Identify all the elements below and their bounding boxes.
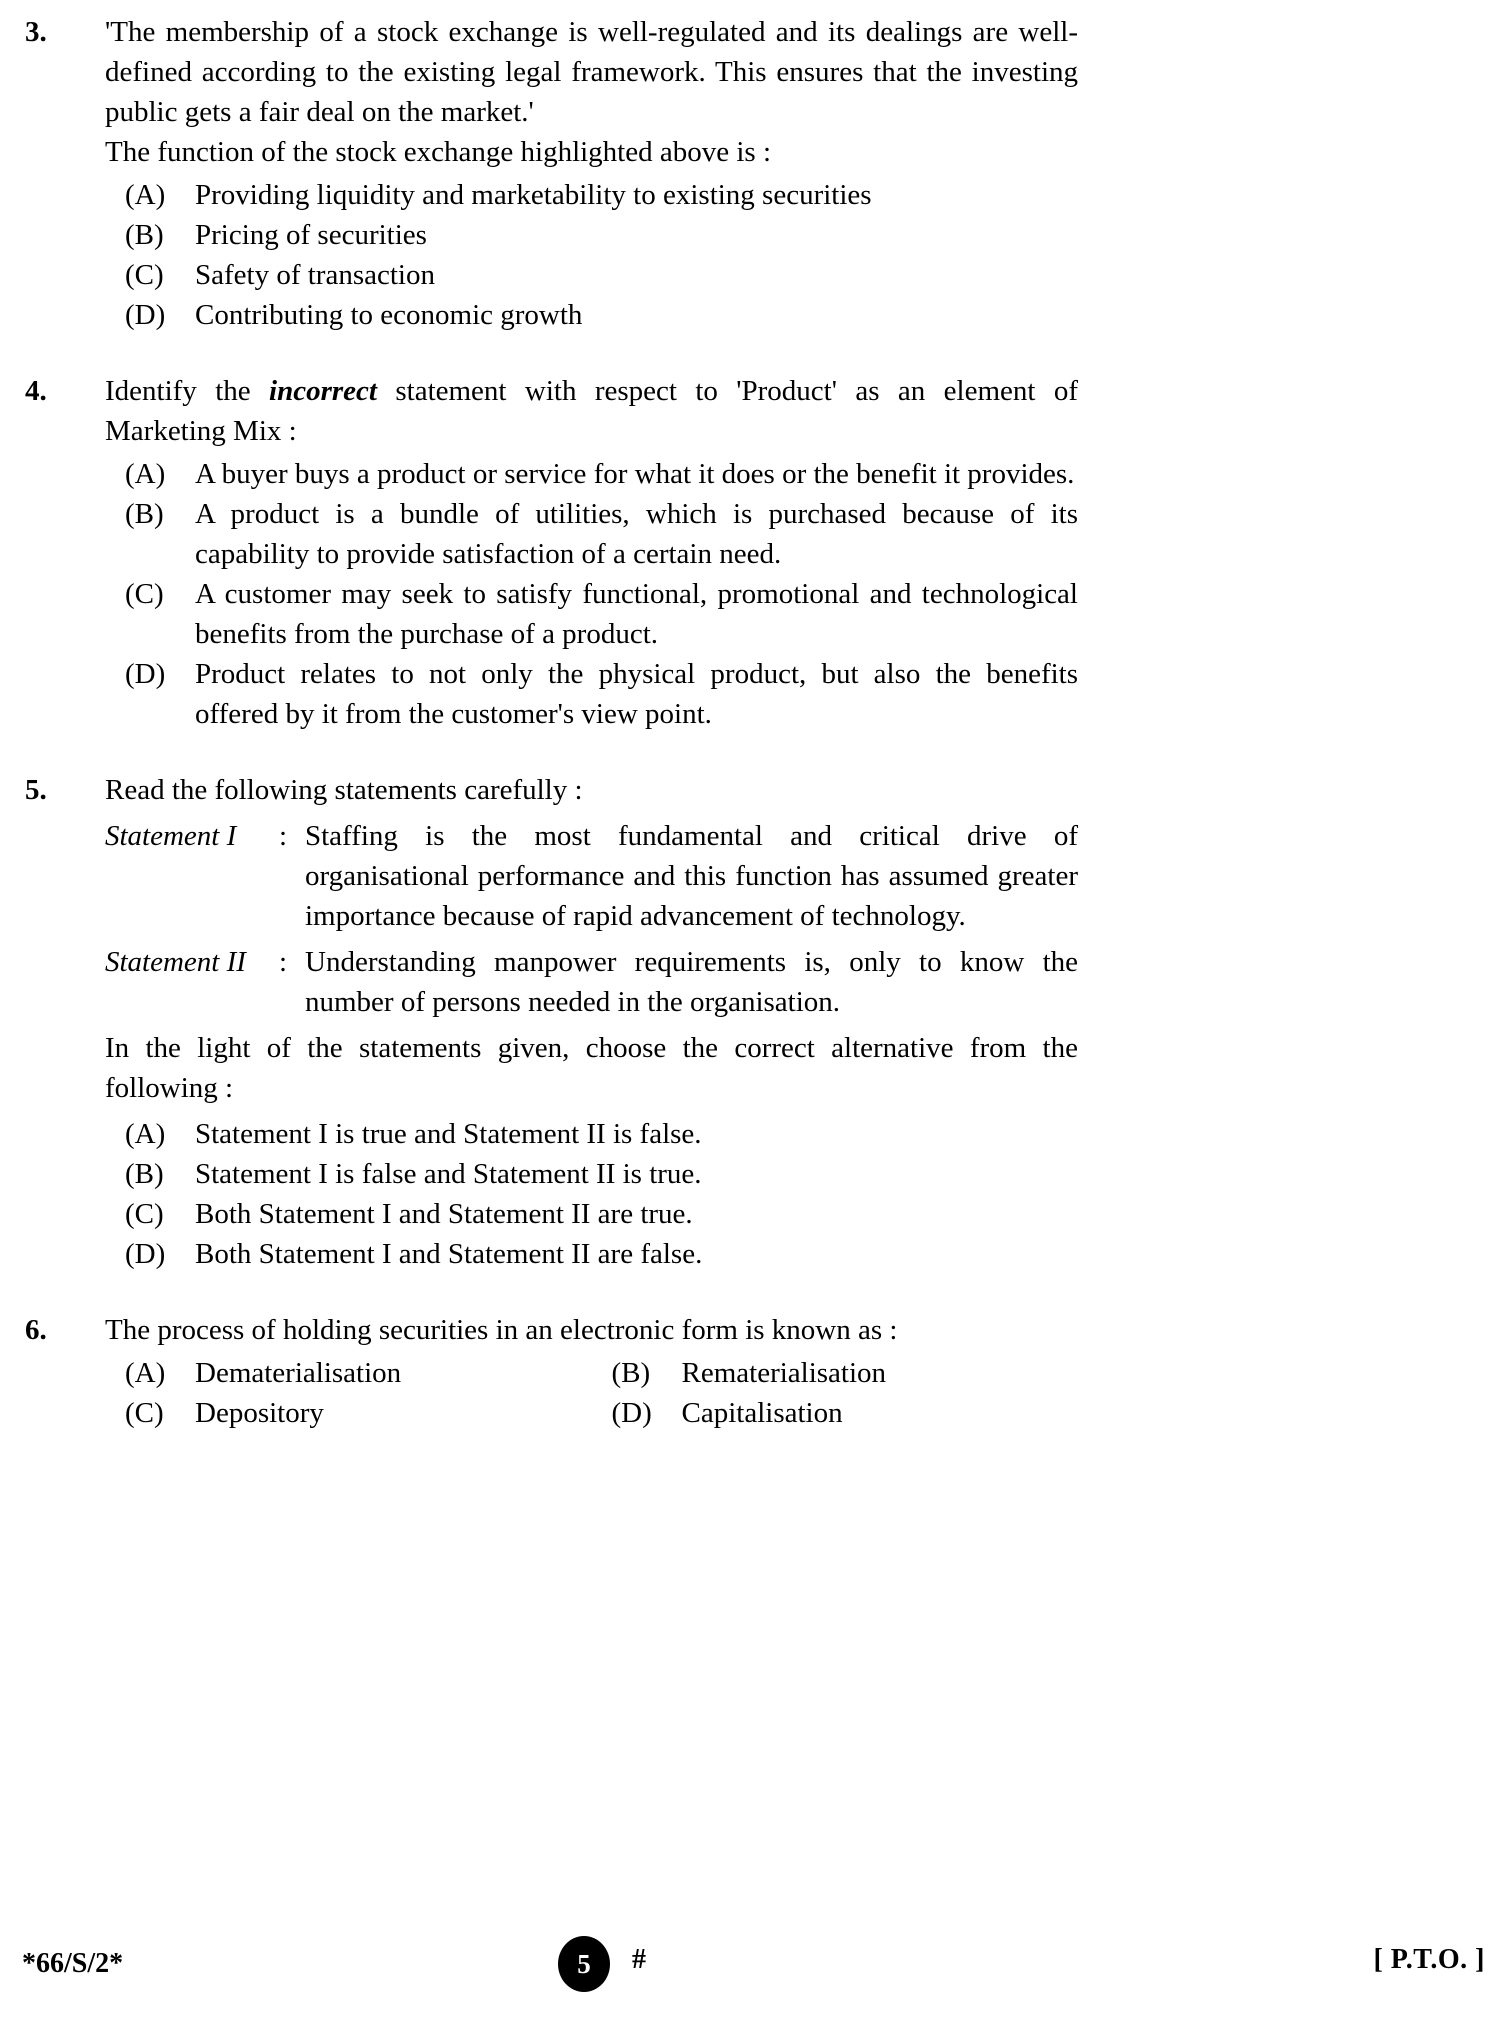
paper-code: *66/S/2* bbox=[22, 1948, 124, 1979]
pto-label: [ P.T.O. ] bbox=[1373, 1944, 1485, 1975]
page-number-badge: 5 bbox=[558, 1936, 610, 1992]
question-4-number: 4. bbox=[25, 375, 47, 407]
option-d-label: (D) bbox=[611, 1397, 652, 1429]
option-a[interactable] bbox=[105, 175, 1078, 215]
question-4-stem-suffix: statement with respect to 'Product' as an element of Marketing Mix : bbox=[105, 375, 1079, 447]
statement-1-text: Staffing is the most fundamental and critical drive of organisational performance and this function has assumed greater importance because of rapid advancement of technology. bbox=[305, 820, 1078, 932]
question-5-lead-in: In the light of the statements given, choose the correct alternative from the following : bbox=[105, 1032, 1078, 1104]
option-d-label: (D) bbox=[125, 658, 166, 690]
option-b-label: (B) bbox=[125, 498, 164, 530]
statement-2-text: Understanding manpower requirements is, only to know the number of persons needed in the organisation. bbox=[305, 946, 1078, 1018]
option-b-text: Pricing of securities bbox=[195, 219, 427, 251]
option-b[interactable] bbox=[592, 1353, 1079, 1393]
option-d-text: Capitalisation bbox=[681, 1397, 843, 1429]
question-3-stem-paragraph: 'The membership of a stock exchange is well-regulated and its dealings are well-defined according to the existing legal framework. This ensures that the investing public gets a fair deal on the market.' bbox=[105, 16, 1078, 128]
option-c-text: Both Statement I and Statement II are true. bbox=[195, 1198, 693, 1230]
option-c[interactable] bbox=[105, 255, 1078, 295]
statement-1-colon: : bbox=[278, 820, 287, 852]
question-5 bbox=[25, 770, 1078, 1274]
option-b[interactable] bbox=[105, 494, 1078, 574]
question-5-stem: Read the following statements carefully : bbox=[105, 774, 583, 806]
question-4-stem bbox=[105, 371, 1078, 451]
option-c-text: A customer may seek to satisfy functional, promotional and technological benefits from the purchase of a product. bbox=[195, 578, 1078, 650]
question-6-stem: The process of holding securities in an electronic form is known as : bbox=[105, 1314, 898, 1346]
option-d[interactable] bbox=[105, 654, 1078, 734]
option-a[interactable] bbox=[105, 1353, 592, 1393]
question-3-number: 3. bbox=[25, 16, 47, 48]
option-a-text: Statement I is true and Statement II is false. bbox=[195, 1118, 702, 1150]
question-4-stem-prefix: Identify the bbox=[105, 375, 270, 407]
option-a-label: (A) bbox=[125, 458, 166, 490]
option-a-label: (A) bbox=[125, 179, 166, 211]
option-b-text: Statement I is false and Statement II is true. bbox=[195, 1158, 702, 1190]
spacer bbox=[25, 760, 1078, 770]
question-4-stem-emphasis: incorrect bbox=[269, 375, 377, 407]
option-a-text: Providing liquidity and marketability to existing securities bbox=[195, 179, 872, 211]
option-d-label: (D) bbox=[125, 1238, 166, 1270]
question-3-options bbox=[105, 175, 1078, 335]
spacer bbox=[25, 1300, 1078, 1310]
option-c-label: (C) bbox=[125, 1198, 164, 1230]
statement-1-label bbox=[105, 816, 305, 856]
statement-2-colon: : bbox=[278, 946, 287, 978]
question-3 bbox=[25, 12, 1078, 335]
question-4-options bbox=[105, 454, 1078, 734]
option-a[interactable] bbox=[105, 1114, 1078, 1154]
option-b-label: (B) bbox=[125, 219, 164, 251]
option-a-text: A buyer buys a product or service for what it does or the benefit it provides. bbox=[195, 458, 1075, 490]
question-6-number: 6. bbox=[25, 1314, 47, 1346]
option-d[interactable] bbox=[105, 1234, 1078, 1274]
option-b-label: (B) bbox=[125, 1158, 164, 1190]
option-b[interactable] bbox=[105, 1154, 1078, 1194]
statement-2-label bbox=[105, 942, 305, 982]
option-b-text: Rematerialisation bbox=[681, 1357, 887, 1389]
option-c-label: (C) bbox=[125, 1397, 164, 1429]
question-5-number: 5. bbox=[25, 774, 47, 806]
option-d-text: Product relates to not only the physical product, but also the benefits offered by it from the customer's view point. bbox=[195, 658, 1078, 730]
question-6 bbox=[25, 1310, 1078, 1433]
question-5-options bbox=[105, 1114, 1078, 1274]
option-b-label: (B) bbox=[611, 1357, 651, 1389]
statement-1 bbox=[105, 816, 1078, 936]
option-c[interactable] bbox=[105, 1194, 1078, 1234]
option-a-label: (A) bbox=[125, 1118, 166, 1150]
option-d-label: (D) bbox=[125, 299, 166, 331]
option-c-label: (C) bbox=[125, 259, 164, 291]
page-footer bbox=[0, 1914, 1505, 2034]
question-list bbox=[25, 12, 1078, 1455]
statement-1-label-text: Statement I bbox=[105, 820, 237, 852]
question-6-options bbox=[105, 1353, 1078, 1433]
question-4 bbox=[25, 371, 1078, 734]
option-d-text: Contributing to economic growth bbox=[195, 299, 583, 331]
hash-icon: # bbox=[632, 1944, 646, 1975]
option-b-text: A product is a bundle of utilities, which is purchased because of its capability to provide satisfaction of a certain need. bbox=[195, 498, 1078, 570]
option-b[interactable] bbox=[105, 215, 1078, 255]
option-d[interactable] bbox=[105, 295, 1078, 335]
option-row-1 bbox=[105, 1353, 1078, 1393]
option-c[interactable] bbox=[105, 1393, 592, 1433]
option-c-label: (C) bbox=[125, 578, 164, 610]
option-a[interactable] bbox=[105, 454, 1078, 494]
statement-2-label-text: Statement II bbox=[105, 946, 246, 978]
question-3-stem-prompt: The function of the stock exchange highlighted above is : bbox=[105, 136, 772, 168]
spacer bbox=[25, 361, 1078, 371]
option-a-text: Dematerialisation bbox=[195, 1357, 402, 1389]
question-5-statements bbox=[105, 816, 1078, 1022]
statement-2 bbox=[105, 942, 1078, 1022]
option-c-text: Safety of transaction bbox=[195, 259, 435, 291]
option-a-label: (A) bbox=[125, 1357, 166, 1389]
option-d-text: Both Statement I and Statement II are false. bbox=[195, 1238, 703, 1270]
option-d[interactable] bbox=[592, 1393, 1079, 1433]
option-c[interactable] bbox=[105, 574, 1078, 654]
option-row-2 bbox=[105, 1393, 1078, 1433]
option-c-text: Depository bbox=[195, 1397, 324, 1429]
